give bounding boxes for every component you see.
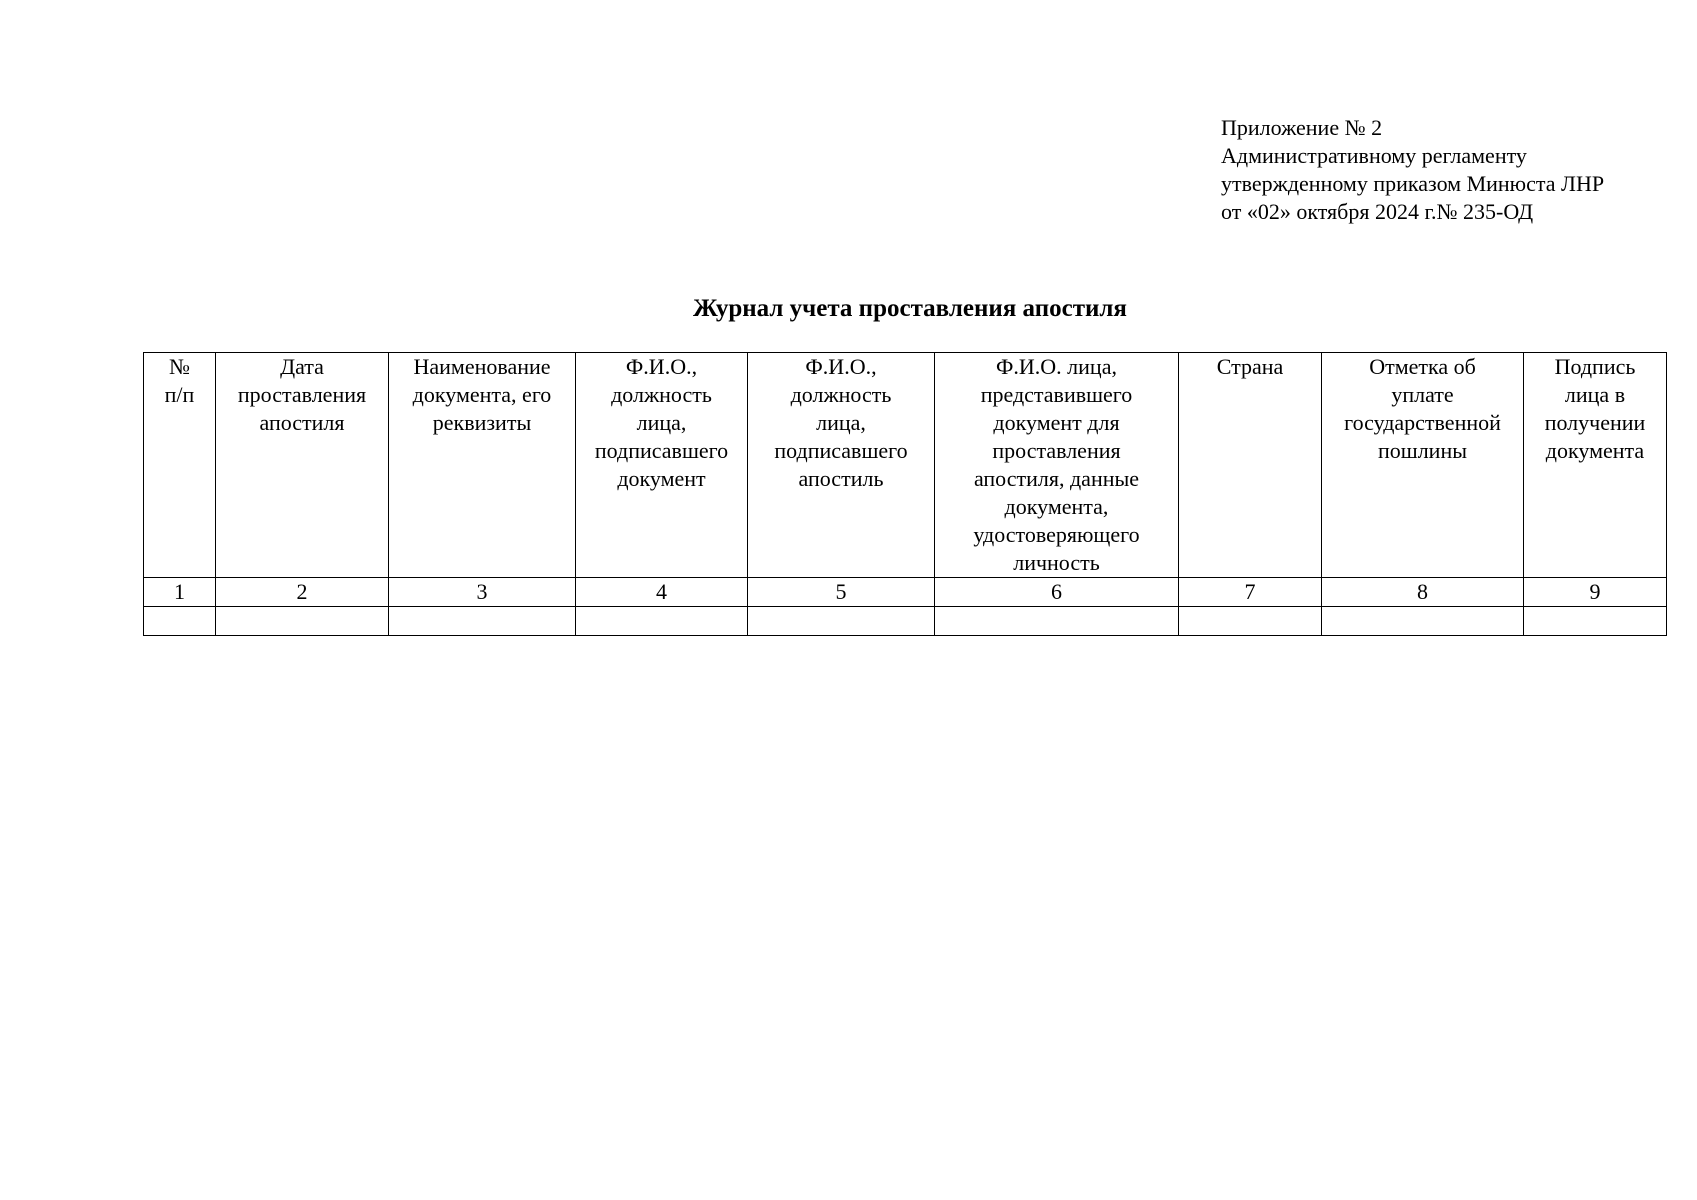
column-number-cell: 6 — [935, 578, 1179, 607]
appendix-line-3: утвержденному приказом Минюста ЛНР — [1221, 171, 1605, 196]
header-cell-number: № п/п — [144, 353, 216, 578]
document-title: Журнал учета проставления апостиля — [693, 295, 1127, 322]
header-cell-fee-mark: Отметка об уплате государственной пошлины — [1322, 353, 1524, 578]
header-cell-country: Страна — [1179, 353, 1322, 578]
header-cell-presenter: Ф.И.О. лица, представившего документ для проставления апостиля, данные документа, удостоверяющего личность — [935, 353, 1179, 578]
empty-cell — [748, 607, 935, 636]
empty-cell — [1322, 607, 1524, 636]
apostille-journal-table — [143, 352, 1667, 636]
column-number-cell: 4 — [576, 578, 748, 607]
appendix-line-1: Приложение № 2 — [1221, 115, 1383, 140]
column-number-cell: 3 — [389, 578, 576, 607]
empty-cell — [576, 607, 748, 636]
empty-cell — [1524, 607, 1667, 636]
appendix-line-2: Административному регламенту — [1221, 143, 1527, 168]
column-number-cell: 1 — [144, 578, 216, 607]
empty-cell — [389, 607, 576, 636]
column-number-cell: 8 — [1322, 578, 1524, 607]
empty-entry-row — [144, 607, 1667, 636]
column-number-cell: 2 — [216, 578, 389, 607]
header-cell-apostille-signer: Ф.И.О., должность лица, подписавшего апостиль — [748, 353, 935, 578]
column-numbers-row — [144, 578, 1667, 607]
empty-cell — [144, 607, 216, 636]
column-number-cell: 9 — [1524, 578, 1667, 607]
header-cell-receipt-signature: Подпись лица в получении документа — [1524, 353, 1667, 578]
header-cell-date: Дата проставления апостиля — [216, 353, 389, 578]
appendix-line-4: от «02» октября 2024 г.№ 235-ОД — [1221, 199, 1534, 224]
empty-cell — [935, 607, 1179, 636]
appendix-reference — [1221, 114, 1604, 226]
column-number-cell: 7 — [1179, 578, 1322, 607]
column-number-cell: 5 — [748, 578, 935, 607]
header-cell-document-name: Наименование документа, его реквизиты — [389, 353, 576, 578]
empty-cell — [1179, 607, 1322, 636]
empty-cell — [216, 607, 389, 636]
table-header-row — [144, 353, 1667, 578]
header-cell-document-signer: Ф.И.О., должность лица, подписавшего документ — [576, 353, 748, 578]
